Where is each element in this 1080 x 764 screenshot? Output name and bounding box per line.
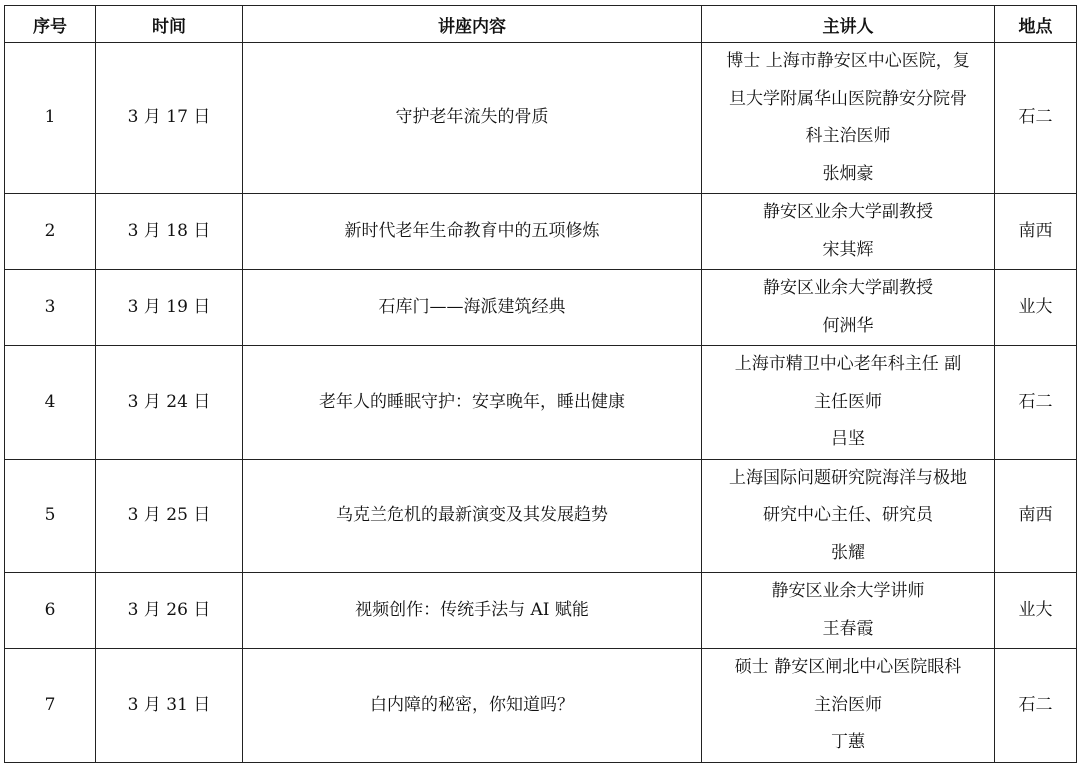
cell-time: 3 月 17 日 [96, 43, 243, 194]
cell-time: 3 月 26 日 [96, 573, 243, 649]
cell-place: 南西 [995, 194, 1077, 270]
cell-speaker [702, 43, 995, 194]
table-row [5, 649, 1077, 763]
cell-no: 6 [5, 573, 96, 649]
cell-place: 南西 [995, 459, 1077, 573]
cell-place: 业大 [995, 270, 1077, 346]
speaker-line: 静安区业余大学副教授 [763, 202, 933, 222]
speaker-line: 硕士 静安区闸北中心医院眼科 [734, 657, 962, 677]
cell-topic: 石库门——海派建筑经典 [243, 270, 702, 346]
cell-topic: 老年人的睡眠守护：安享晚年，睡出健康 [243, 346, 702, 460]
cell-speaker [702, 573, 995, 649]
header-place: 地点 [995, 6, 1077, 43]
speaker-line: 科主治医师 [805, 126, 891, 146]
table-row [5, 194, 1077, 270]
cell-time: 3 月 25 日 [96, 459, 243, 573]
lecture-schedule-table [4, 5, 1077, 763]
speaker-line: 研究中心主任、研究员 [763, 505, 933, 525]
cell-no: 7 [5, 649, 96, 763]
speaker-line: 丁蕙 [831, 732, 865, 752]
cell-topic: 新时代老年生命教育中的五项修炼 [243, 194, 702, 270]
cell-time: 3 月 18 日 [96, 194, 243, 270]
cell-no: 1 [5, 43, 96, 194]
table-header [5, 6, 1077, 43]
speaker-line: 静安区业余大学讲师 [771, 581, 925, 601]
table-row [5, 346, 1077, 460]
speaker-line: 上海国际问题研究院海洋与极地 [729, 467, 967, 488]
cell-no: 2 [5, 194, 96, 270]
cell-place: 业大 [995, 573, 1077, 649]
speaker-line: 主任医师 [814, 391, 882, 412]
speaker-line: 宋其辉 [822, 239, 874, 260]
speaker-line: 博士 上海市静安区中心医院，复 [726, 51, 970, 71]
cell-place: 石二 [995, 43, 1077, 194]
cell-time: 3 月 19 日 [96, 270, 243, 346]
cell-no: 5 [5, 459, 96, 573]
speaker-line: 张炯豪 [822, 163, 874, 184]
cell-topic: 乌克兰危机的最新演变及其发展趋势 [243, 459, 702, 573]
cell-place: 石二 [995, 346, 1077, 460]
cell-topic: 视频创作：传统手法与 AI 赋能 [243, 573, 702, 649]
table-row [5, 43, 1077, 194]
speaker-line: 何洲华 [822, 315, 874, 336]
cell-speaker [702, 270, 995, 346]
header-speaker: 主讲人 [702, 6, 995, 43]
header-no: 序号 [5, 6, 96, 43]
cell-speaker [702, 459, 995, 573]
cell-topic: 守护老年流失的骨质 [243, 43, 702, 194]
cell-topic: 白内障的秘密，你知道吗？ [243, 649, 702, 763]
cell-time: 3 月 31 日 [96, 649, 243, 763]
speaker-line: 吕坚 [831, 429, 865, 449]
table-body [5, 43, 1077, 763]
cell-speaker [702, 346, 995, 460]
header-row [5, 6, 1077, 43]
table-row [5, 573, 1077, 649]
speaker-line: 静安区业余大学副教授 [763, 278, 933, 298]
table-row [5, 459, 1077, 573]
cell-speaker [702, 194, 995, 270]
cell-no: 4 [5, 346, 96, 460]
table-row [5, 270, 1077, 346]
speaker-line: 上海市精卫中心老年科主任 副 [734, 354, 962, 374]
header-time: 时间 [96, 6, 243, 43]
speaker-line: 张耀 [831, 542, 865, 563]
cell-time: 3 月 24 日 [96, 346, 243, 460]
header-topic: 讲座内容 [243, 6, 702, 43]
speaker-line: 主治医师 [814, 694, 882, 715]
speaker-line: 旦大学附属华山医院静安分院骨 [729, 88, 967, 109]
speaker-line: 王春霞 [822, 618, 874, 639]
cell-no: 3 [5, 270, 96, 346]
cell-place: 石二 [995, 649, 1077, 763]
cell-speaker [702, 649, 995, 763]
